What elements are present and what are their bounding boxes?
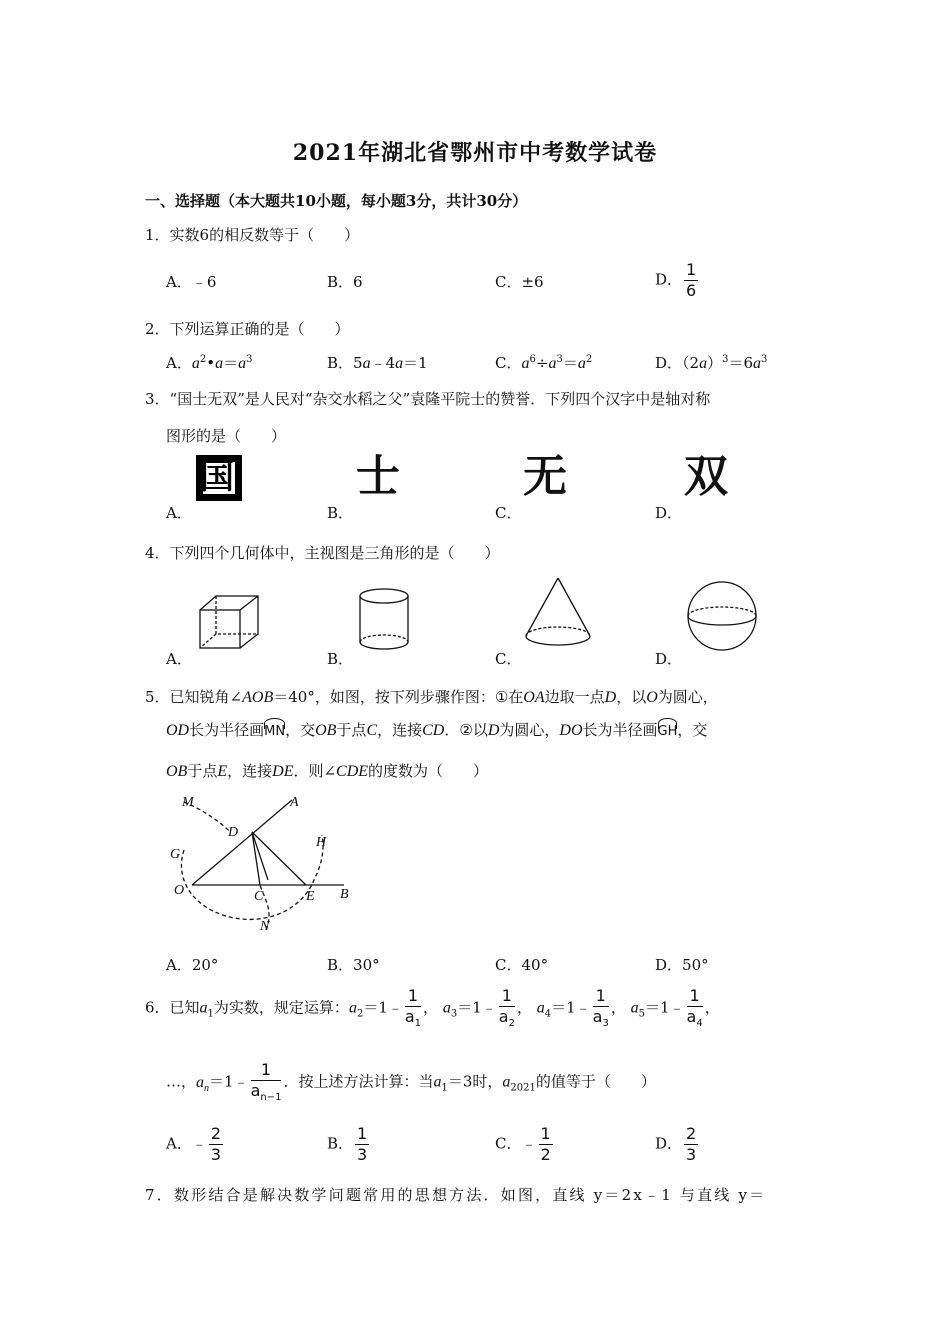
q4-option-b-label: B． — [327, 650, 354, 668]
q1-d-denominator: 6 — [686, 281, 697, 300]
q1-option-c: C．±6 — [495, 273, 544, 291]
q3-char-guo: 国 — [200, 457, 234, 497]
question-4-stem: 4．下列四个几何体中，主视图是三角形的是（ ） — [145, 544, 500, 562]
question-3-stem-line1: 3．“国士无双”是人民对“杂交水稻之父”袁隆平院士的赞誉．下列四个汉字中是轴对称 — [145, 390, 711, 408]
question-6-line1: 6．已知$a_1$为实数，规定运算：$a_2=1﹣$ $\frac{1}{a_1}$ ， $a_3=1﹣$ $\frac{1}{a_2}$ ， $a_4=1﹣$ $\frac{1}{a_3}$ ， $a_5=1﹣$ $\frac{1}{a_4}$ ， — [145, 986, 720, 1030]
q5-option-d: D．50° — [655, 956, 709, 974]
q5-option-a: A．20° — [166, 956, 219, 974]
q3-char-wu: 无 — [523, 451, 567, 502]
arc-mn: MN — [264, 718, 285, 739]
question-5-line1: 5．已知锐角∠AOB＝40°，如图，按下列步骤作图：①在OA边取一点D，以O为圆心， — [145, 688, 718, 706]
label-o: O — [174, 883, 185, 898]
q3-option-a-label: A． — [166, 504, 192, 522]
question-5-line2: OD长为半径画MN，交OB于点C，连接CD．②以D为圆心，DO长为半径画GH，交 — [166, 718, 707, 740]
page-title: 2021年湖北省鄂州市中考数学试卷 — [292, 140, 658, 166]
q3-char-guo-box — [196, 455, 242, 501]
cone-figure — [520, 574, 596, 654]
q1-d-fraction — [684, 262, 698, 299]
q5-option-c: C．40° — [495, 956, 549, 974]
label-d: D — [228, 825, 239, 840]
arc-gh: GH — [658, 718, 678, 739]
q1-option-a: A．﹣6 — [166, 273, 217, 291]
q4-option-d-label: D． — [655, 650, 683, 668]
q6-option-c: C．﹣ $\frac{1}{2}$ — [495, 1124, 551, 1164]
q2-option-c: C．$a^6\div a^3=a^2$ — [495, 354, 593, 372]
q1-option-d-label: D． — [655, 270, 683, 289]
q6-option-b: B． $\frac{1}{3}$ — [327, 1124, 368, 1164]
q3-option-d-label: D． — [655, 504, 683, 522]
label-a: A — [290, 795, 299, 810]
q6-option-a: A．﹣ $\frac{2}{3}$ — [166, 1124, 222, 1164]
q5-option-b: B．30° — [327, 956, 380, 974]
label-b: B — [340, 887, 349, 902]
q4-option-a-label: A． — [166, 650, 192, 668]
question-7-stem: 7．数形结合是解决数学问题常用的思想方法．如图，直线 y＝2x﹣1 与直线 y＝ — [145, 1186, 767, 1204]
label-e: E — [306, 889, 315, 904]
q3-char-shi: 士 — [356, 451, 400, 502]
label-g: G — [170, 847, 181, 862]
q6-option-d: D． $\frac{2}{3}$ — [655, 1124, 697, 1164]
q3-option-c-label: C． — [495, 504, 522, 522]
cylinder-figure — [354, 586, 414, 652]
question-1-stem: 1．实数6的相反数等于（ ） — [145, 226, 360, 244]
q2-option-a: A．$a^2•a=a^3$ — [166, 354, 253, 372]
label-n: N — [260, 919, 270, 934]
q1-d-numerator: 1 — [686, 260, 697, 279]
section-heading: 一、选择题（本大题共10小题，每小题3分，共计30分） — [145, 192, 528, 210]
label-m: M — [182, 795, 194, 810]
q1-option-d — [655, 262, 700, 299]
label-c: C — [254, 889, 264, 904]
q3-option-b-label: B． — [327, 504, 354, 522]
question-2-stem: 2．下列运算正确的是（ ） — [145, 320, 350, 338]
q2-option-d: D．$(2a)^3=6a^3$ — [655, 354, 768, 372]
q4-option-c-label: C． — [495, 650, 522, 668]
q2-option-b: B．5a﹣4a＝1 — [327, 354, 428, 372]
label-h: H — [316, 835, 327, 850]
q3-char-shuang: 双 — [684, 451, 728, 502]
q5-construction-figure — [164, 790, 364, 940]
cube-figure — [196, 592, 264, 652]
question-6-line2: …，$a_n=1﹣$ $\frac{1}{a_{n-1}}$ ．按上述方法计算：当$a_1=3$时，$a_{2021}$的值等于（ ） — [166, 1060, 656, 1104]
sphere-figure — [684, 578, 760, 654]
question-5-line3: OB于点E，连接DE．则∠CDE的度数为（ ） — [166, 762, 489, 780]
question-3-stem-line2: 图形的是（ ） — [166, 427, 287, 445]
q1-option-b: B．6 — [327, 273, 363, 291]
